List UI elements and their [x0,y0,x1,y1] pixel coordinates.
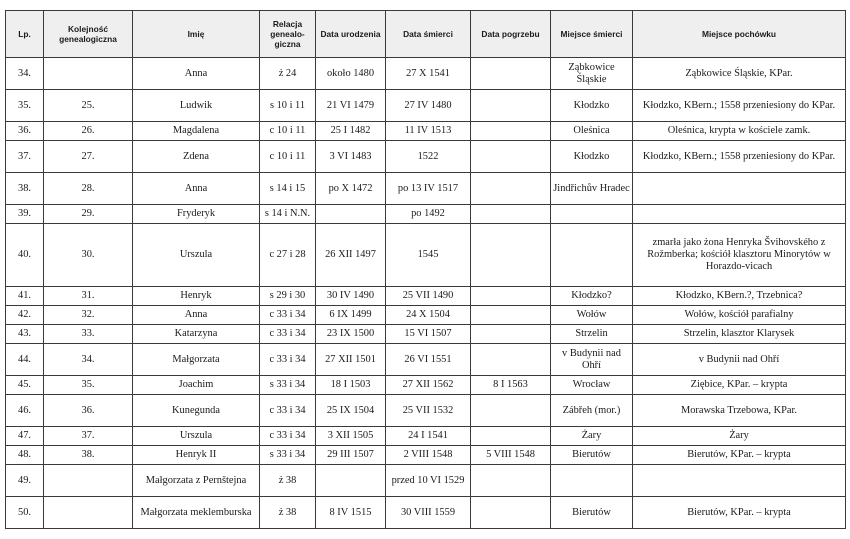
cell-pog [471,224,551,287]
table-row [6,344,846,376]
cell-rel: c 33 i 34 [260,395,316,427]
header-miejsce-smierci: Miejsce śmierci [551,11,633,58]
cell-msm: Strzelin [551,325,633,344]
cell-rel: s 29 i 30 [260,287,316,306]
cell-ur: 21 VI 1479 [316,90,386,122]
cell-sm: 1545 [386,224,471,287]
cell-sm: 24 I 1541 [386,427,471,446]
cell-poch [633,465,846,497]
cell-imie: Małgorzata z Pernštejna [133,465,260,497]
table-row [6,58,846,90]
cell-imie: Anna [133,58,260,90]
table-row [6,376,846,395]
cell-kol: 30. [44,224,133,287]
cell-pog: 8 I 1563 [471,376,551,395]
cell-pog [471,325,551,344]
cell-poch [633,173,846,205]
table-row [6,465,846,497]
cell-imie: Joachim [133,376,260,395]
cell-imie: Zdena [133,141,260,173]
cell-imie: Anna [133,173,260,205]
cell-rel: ż 38 [260,497,316,529]
table-row [6,224,846,287]
cell-ur: 25 IX 1504 [316,395,386,427]
cell-sm: 1522 [386,141,471,173]
cell-sm: 27 XII 1562 [386,376,471,395]
cell-imie: Ludwik [133,90,260,122]
cell-rel: c 10 i 11 [260,141,316,173]
table-body [6,58,846,529]
cell-pog [471,173,551,205]
cell-poch: v Budynii nad Ohří [633,344,846,376]
cell-lp: 34. [6,58,44,90]
cell-sm: 24 X 1504 [386,306,471,325]
cell-rel: c 33 i 34 [260,306,316,325]
cell-rel: s 14 i 15 [260,173,316,205]
cell-ur: 8 IV 1515 [316,497,386,529]
cell-imie: Anna [133,306,260,325]
cell-msm: Zábřeh (mor.) [551,395,633,427]
cell-lp: 48. [6,446,44,465]
cell-poch: Wołów, kościół parafialny [633,306,846,325]
cell-kol: 33. [44,325,133,344]
cell-lp: 47. [6,427,44,446]
table-row [6,306,846,325]
cell-rel: c 33 i 34 [260,325,316,344]
cell-imie: Małgorzata [133,344,260,376]
cell-poch: Ziębice, KPar. – krypta [633,376,846,395]
cell-rel: s 33 i 34 [260,376,316,395]
cell-ur: 6 IX 1499 [316,306,386,325]
cell-pog [471,497,551,529]
cell-ur [316,205,386,224]
cell-poch: Kłodzko, KBern.?, Trzebnica? [633,287,846,306]
table-row [6,325,846,344]
cell-lp: 38. [6,173,44,205]
cell-kol: 29. [44,205,133,224]
cell-msm: Jindřichův Hradec [551,173,633,205]
cell-lp: 40. [6,224,44,287]
cell-pog [471,395,551,427]
table-row [6,427,846,446]
cell-lp: 44. [6,344,44,376]
table-row [6,497,846,529]
cell-imie: Henryk II [133,446,260,465]
cell-poch: Kłodzko, KBern.; 1558 przeniesiony do KPar. [633,90,846,122]
cell-kol: 36. [44,395,133,427]
cell-sm: 27 IV 1480 [386,90,471,122]
cell-rel: c 33 i 34 [260,344,316,376]
cell-imie: Henryk [133,287,260,306]
cell-sm: 27 X 1541 [386,58,471,90]
cell-msm [551,224,633,287]
cell-lp: 39. [6,205,44,224]
cell-sm: 15 VI 1507 [386,325,471,344]
cell-ur: 23 IX 1500 [316,325,386,344]
cell-pog [471,205,551,224]
header-imie: Imię [133,11,260,58]
cell-lp: 36. [6,122,44,141]
cell-poch: zmarła jako żona Henryka Švihovského z Rožmberka; kościół klasztoru Minorytów w Horazdo-vicach [633,224,846,287]
cell-pog [471,287,551,306]
cell-rel: c 33 i 34 [260,427,316,446]
cell-msm: Wrocław [551,376,633,395]
cell-ur: 30 IV 1490 [316,287,386,306]
cell-pog [471,58,551,90]
cell-sm: 26 VI 1551 [386,344,471,376]
cell-lp: 49. [6,465,44,497]
cell-ur: 3 VI 1483 [316,141,386,173]
table-row [6,395,846,427]
cell-poch: Kłodzko, KBern.; 1558 przeniesiony do KPar. [633,141,846,173]
cell-imie: Katarzyna [133,325,260,344]
cell-rel: ż 24 [260,58,316,90]
header-row [6,11,846,58]
table-row [6,90,846,122]
cell-kol: 37. [44,427,133,446]
cell-poch: Strzelin, klasztor Klarysek [633,325,846,344]
cell-poch: Ząbkowice Śląskie, KPar. [633,58,846,90]
cell-imie: Magdalena [133,122,260,141]
cell-lp: 46. [6,395,44,427]
cell-ur: około 1480 [316,58,386,90]
cell-rel: s 10 i 11 [260,90,316,122]
cell-kol: 32. [44,306,133,325]
cell-kol: 26. [44,122,133,141]
cell-kol: 27. [44,141,133,173]
cell-msm [551,205,633,224]
cell-sm: 25 VII 1532 [386,395,471,427]
table-row [6,205,846,224]
cell-imie: Małgorzata meklemburska [133,497,260,529]
cell-msm: Żary [551,427,633,446]
cell-rel: c 10 i 11 [260,122,316,141]
header-miejsce-pochowku: Miejsce pochówku [633,11,846,58]
cell-msm: Kłodzko [551,90,633,122]
cell-msm: Ząbkowice Śląskie [551,58,633,90]
cell-msm: Bierutów [551,446,633,465]
genealogy-table [5,10,846,529]
cell-poch: Oleśnica, krypta w kościele zamk. [633,122,846,141]
cell-pog [471,122,551,141]
cell-lp: 41. [6,287,44,306]
cell-sm: po 1492 [386,205,471,224]
cell-sm: 30 VIII 1559 [386,497,471,529]
cell-sm: 11 IV 1513 [386,122,471,141]
cell-imie: Fryderyk [133,205,260,224]
cell-ur [316,465,386,497]
table-row [6,141,846,173]
cell-kol [44,58,133,90]
cell-pog [471,344,551,376]
cell-sm: po 13 IV 1517 [386,173,471,205]
cell-poch: Żary [633,427,846,446]
header-data-pogrzebu: Data pogrzebu [471,11,551,58]
cell-imie: Urszula [133,427,260,446]
cell-ur: 26 XII 1497 [316,224,386,287]
cell-lp: 45. [6,376,44,395]
cell-lp: 35. [6,90,44,122]
header-lp: Lp. [6,11,44,58]
cell-ur: 3 XII 1505 [316,427,386,446]
cell-sm: 25 VII 1490 [386,287,471,306]
cell-lp: 50. [6,497,44,529]
cell-imie: Kunegunda [133,395,260,427]
cell-pog [471,465,551,497]
cell-lp: 42. [6,306,44,325]
cell-msm [551,465,633,497]
cell-ur: 18 I 1503 [316,376,386,395]
cell-kol [44,497,133,529]
cell-msm: v Budynii nad Ohří [551,344,633,376]
cell-pog [471,90,551,122]
cell-imie: Urszula [133,224,260,287]
table-row [6,173,846,205]
header-data-smierci: Data śmierci [386,11,471,58]
cell-kol: 28. [44,173,133,205]
cell-poch: Bierutów, KPar. – krypta [633,446,846,465]
cell-pog [471,141,551,173]
header-data-urodzenia: Data urodzenia [316,11,386,58]
cell-msm: Kłodzko? [551,287,633,306]
cell-kol: 34. [44,344,133,376]
cell-msm: Kłodzko [551,141,633,173]
cell-lp: 43. [6,325,44,344]
table-row [6,122,846,141]
cell-rel: s 14 i N.N. [260,205,316,224]
cell-msm: Bierutów [551,497,633,529]
table-row [6,446,846,465]
cell-lp: 37. [6,141,44,173]
table-row [6,287,846,306]
cell-ur: 29 III 1507 [316,446,386,465]
cell-rel: c 27 i 28 [260,224,316,287]
cell-kol [44,465,133,497]
cell-rel: ż 38 [260,465,316,497]
cell-kol: 35. [44,376,133,395]
cell-ur: 27 XII 1501 [316,344,386,376]
cell-poch: Bierutów, KPar. – krypta [633,497,846,529]
cell-ur: po X 1472 [316,173,386,205]
cell-kol: 38. [44,446,133,465]
cell-msm: Oleśnica [551,122,633,141]
cell-sm: 2 VIII 1548 [386,446,471,465]
cell-rel: s 33 i 34 [260,446,316,465]
cell-poch: Morawska Trzebowa, KPar. [633,395,846,427]
cell-kol: 31. [44,287,133,306]
header-kolejnosc: Kolejność genealogiczna [44,11,133,58]
cell-poch [633,205,846,224]
cell-ur: 25 I 1482 [316,122,386,141]
header-relacja: Relacja genealo-giczna [260,11,316,58]
cell-pog: 5 VIII 1548 [471,446,551,465]
cell-sm: przed 10 VI 1529 [386,465,471,497]
cell-kol: 25. [44,90,133,122]
cell-msm: Wołów [551,306,633,325]
cell-pog [471,306,551,325]
cell-pog [471,427,551,446]
